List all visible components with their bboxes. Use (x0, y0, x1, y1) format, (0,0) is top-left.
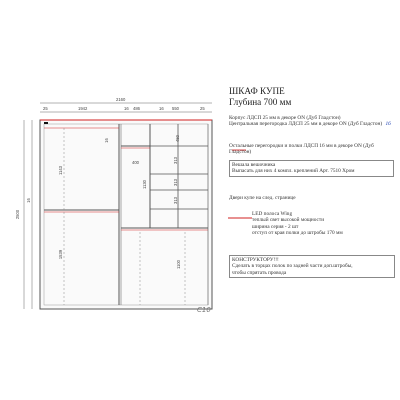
note-1: Корпус ЛДСП 25 мм в декоре ON (Дуб Гладстон) (229, 115, 341, 121)
note-6-line-2: теплый свет высокой мощности (252, 217, 325, 224)
note-constructor (229, 255, 395, 278)
note-6-line-1: LED полоса Wing (252, 211, 293, 217)
dim-r-450: 450 (175, 135, 180, 142)
page-stamp: C10 (197, 306, 211, 314)
dim-r-1100: 1100 (176, 259, 182, 270)
dim-total-height: 2500 (15, 209, 21, 220)
dim-486: 486 (133, 106, 140, 111)
dim-c-1130: 1130 (142, 179, 148, 190)
note-7-line-2: Сделать в торцах полок по задней части доп.штробы, (232, 263, 353, 270)
dim-c-313b: 313 (173, 179, 178, 186)
dim-c-313c: 313 (173, 197, 178, 204)
dim-550: 550 (172, 106, 179, 111)
note-4-line-2: Выпасать для них 4 компл. креплений Арт. 7510 Хром (232, 168, 355, 175)
dim-c-16: 16 (103, 138, 109, 143)
dim-1942: 1942 (78, 106, 88, 111)
note-partitions: Остальные перегородки и полки ЛДСП 16 мм в декоре ON (Дуб Гладстон) (229, 143, 374, 156)
dim-c-313a: 313 (173, 157, 178, 164)
dim-c-400: 400 (132, 160, 139, 165)
note-led (252, 211, 392, 236)
dim-left-16: 16 (25, 198, 31, 203)
title-line-1: ШКАФ КУПЕ (229, 86, 285, 96)
dim-16a: 16 (124, 106, 129, 111)
dim-16b: 16 (159, 106, 164, 111)
dim-1143: 1143 (58, 165, 64, 176)
note-6-line-3: ширина серия - 2 шт (252, 223, 299, 230)
note-2-mark: 16 (385, 121, 391, 128)
dim-25-left: 25 (43, 106, 48, 111)
note-hangers (229, 160, 394, 177)
note-doors: Двери купе на след. странице (229, 195, 296, 201)
note-6-line-4: отступ от края полки до штробы 170 мм (252, 229, 343, 236)
dim-total-width: 2160 (116, 97, 126, 102)
dim-25-right: 25 (200, 106, 205, 111)
note-4-line-1: Вешала вешочника (232, 162, 276, 168)
note-carcass (229, 115, 394, 128)
note-2-wrap (229, 121, 394, 127)
dim-1539: 1539 (58, 249, 64, 260)
note-2: Центральная перегородка ЛДСП 25 мм в декоре ON (Дуб Гладстон) (229, 121, 383, 128)
title-line-2: Глубина 700 мм (229, 97, 292, 107)
page-title (229, 86, 291, 108)
note-7-line-3: чтобы спрятать провода (232, 269, 287, 276)
note-7-line-1: КОНСТРУКТОРУ!!! (232, 257, 279, 263)
